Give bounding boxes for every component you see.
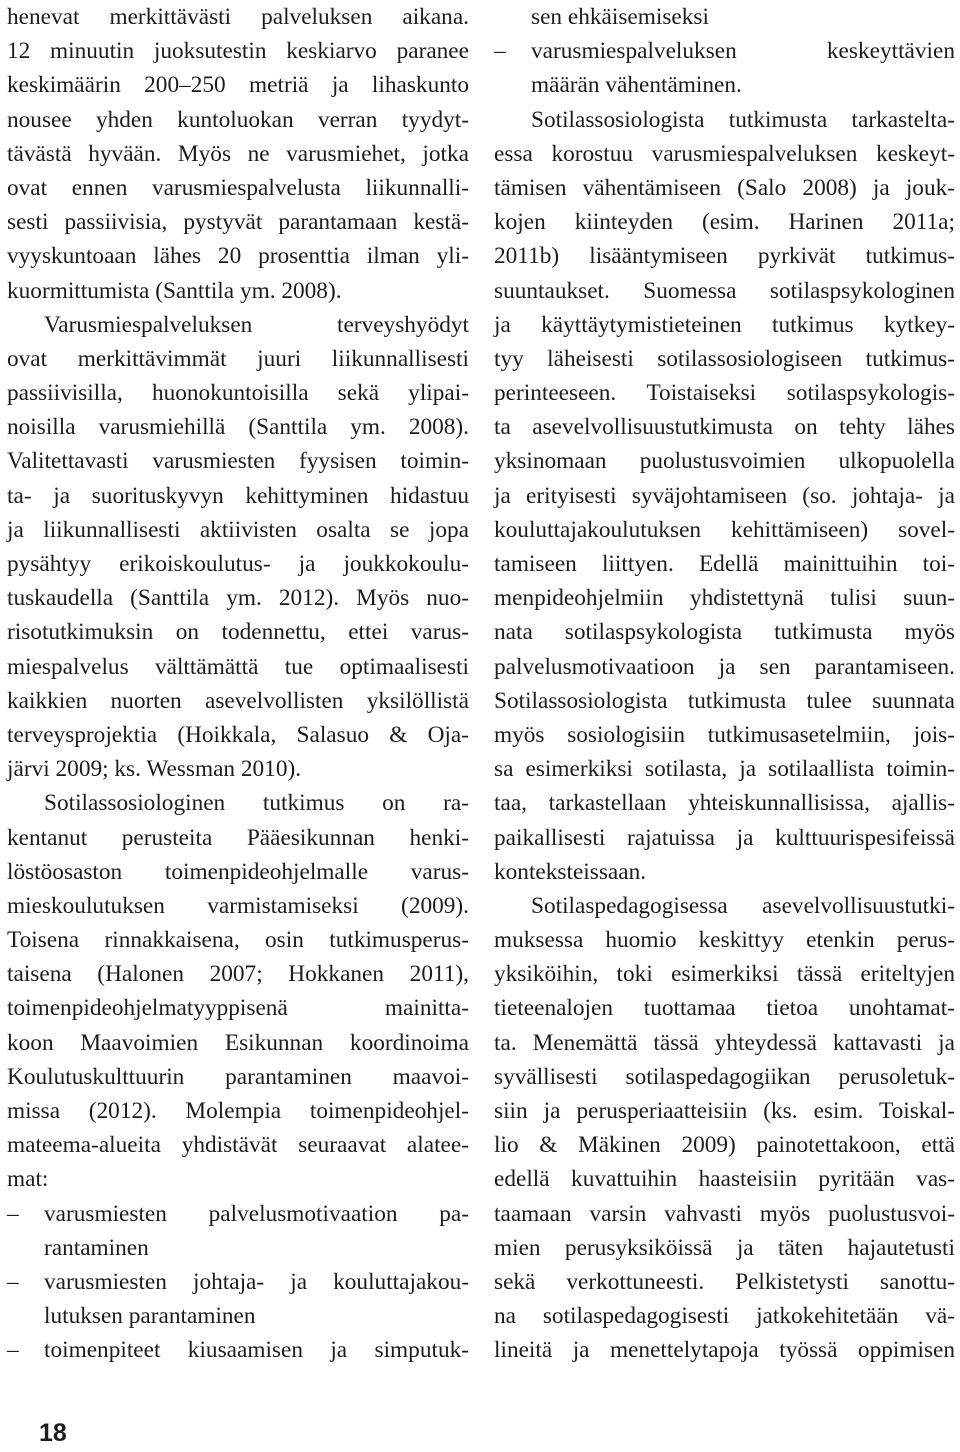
- text-line: sen ehkäisemiseksi: [531, 4, 709, 30]
- list-item: [7, 1333, 469, 1367]
- text-line: lutuksen parantaminen: [44, 1303, 256, 1330]
- text-line: risotutkimuksin on todennettu, ettei varus-: [7, 619, 469, 646]
- text-line: syvällisesti sotilaspedagogiikan perusoletuk-: [494, 1063, 955, 1090]
- text-line: Sotilassosiologista tutkimusta tarkastelta-: [531, 106, 955, 133]
- text-line: ja liikunnallisesti aktiivisten osalta se jopa: [7, 516, 469, 543]
- text-line: konteksteissaan.: [494, 858, 647, 885]
- text-line: kuormittumista (Santtila ym. 2008).: [7, 277, 342, 304]
- text-line: tamiseen liittyen. Edellä mainittuihin toi-: [494, 551, 955, 577]
- text-line: terveysprojektia (Hoikkala, Salasuo & Oja-: [7, 721, 469, 748]
- text-line: määrän vähentäminen.: [531, 72, 742, 99]
- text-line: yksinomaan puolustusvoimien ulkopuolella: [494, 448, 955, 475]
- bullet-list: [494, 0, 955, 103]
- text-line: perinteeseen. Toistaiseksi sotilaspsykologis-: [494, 380, 955, 407]
- text-line: siin ja perusperiaatteisiin (ks. esim. Toiskal-: [494, 1098, 955, 1124]
- text-line: tävästä hyvään. Myös ne varusmiehet, jotka: [7, 140, 469, 167]
- text-line: Valitettavasti varusmiesten fyysisen toimin-: [7, 448, 469, 475]
- text-line: taisena (Halonen 2007; Hokkanen 2011),: [7, 961, 469, 988]
- text-line: ta- ja suorituskyvyn kehittyminen hidastuu: [7, 482, 469, 509]
- text-line: palvelusmotivaatioon ja sen parantamiseen.: [494, 653, 955, 680]
- text-line: lio & Mäkinen 2009) painotettakoon, että: [494, 1132, 955, 1159]
- text-line: Varusmiespalveluksen terveyshyödyt: [44, 311, 469, 338]
- text-line: muksessa huomio keskittyy etenkin perus-: [494, 927, 955, 954]
- paragraph: [494, 889, 955, 1368]
- text-line: nata sotilaspsykologista tutkimusta myös: [494, 619, 955, 646]
- text-line: menpideohjelmiin yhdistettynä tulisi suun-: [494, 585, 955, 612]
- text-line: henevat merkittävästi palveluksen aikana.: [7, 4, 469, 30]
- text-line: Toisena rinnakkaisena, osin tutkimusperus-: [7, 927, 469, 954]
- text-line: tyy läheisesti sotilassosiologiseen tutkimus-: [494, 345, 955, 372]
- text-line: tieteenalojen tuottamaa tietoa unohtamat-: [494, 995, 955, 1022]
- text-line: kouluttajakoulutuksen kehittämiseen) sovel-: [494, 516, 955, 543]
- text-line: koon Maavoimien Esikunnan koordinoima: [7, 1029, 469, 1056]
- text-line: rantaminen: [44, 1234, 149, 1261]
- text-line: – varusmiespalveluksen keskeyttävien: [494, 34, 955, 68]
- paragraph: [7, 786, 469, 1196]
- text-line: missa (2012). Molempia toimenpideohjel-: [7, 1098, 469, 1124]
- text-line: kaikkien nuorten asevelvollisten yksilöllistä: [7, 687, 469, 714]
- text-line: 12 minuutin juoksutestin keskiarvo paranee: [7, 38, 469, 65]
- text-line: myös sosiologisiin tutkimusasetelmiin, jois-: [494, 721, 955, 748]
- text-line: löstöosaston toimenpideohjelmalle varus-: [7, 858, 469, 885]
- dash-bullet: –: [494, 38, 506, 65]
- text-line: mat:: [7, 1166, 49, 1193]
- text-line: keskimäärin 200–250 metriä ja lihaskunto: [7, 72, 469, 99]
- text-line: – varusmiesten johtaja- ja kouluttajakou-: [7, 1265, 469, 1299]
- text-line: nousee yhden kuntoluokan verran tyydyt-: [7, 106, 469, 133]
- text-line: – toimenpiteet kiusaamisen ja simputuk-: [7, 1333, 469, 1367]
- left-column: [7, 0, 469, 1368]
- text-line: taamaan varsin vahvasti myös puolustusvoi-: [494, 1200, 955, 1227]
- text-line: 2011b) lisääntymiseen pyrkivät tutkimus-: [494, 243, 955, 270]
- list-item: [494, 34, 955, 102]
- text-line: ovat merkittävimmät juuri liikunnallisesti: [7, 345, 469, 372]
- text-line: – varusmiesten palvelusmotivaation pa-: [7, 1197, 469, 1231]
- paragraph: [7, 0, 469, 786]
- text-line: mieskoulutuksen varmistamiseksi (2009).: [7, 892, 469, 919]
- dash-bullet: –: [7, 1337, 19, 1364]
- list-item: [7, 1197, 469, 1265]
- text-line: sa esimerkiksi sotilasta, ja sotilaallista toimin-: [494, 756, 955, 783]
- text-line: passiivisilla, huonokuntoisilla sekä ylipai-: [7, 380, 469, 407]
- text-line: Koulutuskulttuurin parantaminen maavoi-: [7, 1063, 469, 1090]
- text-line: ta asevelvollisuustutkimusta on tehty lähes: [494, 414, 955, 441]
- text-line: mateema-alueita yhdistävät seuraavat alatee-: [7, 1132, 469, 1159]
- text-line: Sotilaspedagogisessa asevelvollisuustutki-: [531, 892, 955, 919]
- list-item: [7, 1265, 469, 1333]
- text-line: tuskaudella (Santtila ym. 2012). Myös nuo-: [7, 585, 469, 612]
- right-column: [494, 0, 955, 1368]
- dash-bullet: –: [7, 1268, 19, 1295]
- text-line: edellä kuvattuihin haasteisiin pyritään vas-: [494, 1166, 955, 1193]
- text-line: sesti passiivisia, pystyvät parantamaan kestä-: [7, 209, 469, 236]
- text-line: ja käyttäytymistieteinen tutkimus kytkey-: [494, 311, 955, 338]
- text-line: tämisen vähentämiseen (Salo 2008) ja jouk-: [494, 174, 955, 201]
- page-number: 18: [39, 1419, 67, 1447]
- text-line: paikallisesti rajatuissa ja kulttuurispesifeissä: [494, 824, 955, 851]
- text-line: taa, tarkastellaan yhteiskunnallisissa, ajallis-: [494, 790, 955, 817]
- paragraph: [494, 103, 955, 889]
- text-line: ta. Menemättä tässä yhteydessä kattavasti ja: [494, 1029, 955, 1056]
- text-line: ja erityisesti syväjohtamiseen (so. johtaja- ja: [494, 482, 955, 509]
- bullet-list: [7, 1197, 469, 1368]
- text-line: yksiköihin, toki esimerkiksi tässä eriteltyjen: [494, 961, 955, 988]
- text-line: vyyskuntoaan lähes 20 prosenttia ilman yli-: [7, 243, 469, 270]
- text-line: sekä verkottuneesti. Pelkistetysti sanottu-: [494, 1268, 955, 1295]
- text-line: miespalvelus välttämättä tue optimaalisesti: [7, 653, 469, 680]
- text-line: pysähtyy erikoiskoulutus- ja joukkokoulu-: [7, 551, 469, 577]
- text-line: ovat ennen varusmiespalvelusta liikunnalli-: [7, 174, 469, 201]
- text-line: mien perusyksiköissä ja täten hajautetusti: [494, 1234, 955, 1261]
- text-line: na sotilaspedagogisesti jatkokehitetään vä-: [494, 1303, 955, 1330]
- dash-bullet: –: [7, 1200, 19, 1227]
- text-line: essa korostuu varusmiespalveluksen keskeyt-: [494, 140, 955, 167]
- text-line: Sotilassosiologinen tutkimus on ra-: [44, 790, 469, 817]
- text-line: noisilla varusmiehillä (Santtila ym. 2008).: [7, 414, 469, 441]
- text-line: kentanut perusteita Pääesikunnan henki-: [7, 824, 469, 851]
- text-line: suuntaukset. Suomessa sotilaspsykologinen: [494, 277, 955, 304]
- text-line: järvi 2009; ks. Wessman 2010).: [7, 756, 302, 783]
- text-line: lineitä ja menettelytapoja työssä oppimisen: [494, 1337, 955, 1364]
- text-line: kojen kiinteyden (esim. Harinen 2011a;: [494, 209, 955, 236]
- text-line: Sotilassosiologista tutkimusta tulee suunnata: [494, 687, 955, 714]
- text-line: toimenpideohjelmatyyppisenä mainitta-: [7, 995, 469, 1022]
